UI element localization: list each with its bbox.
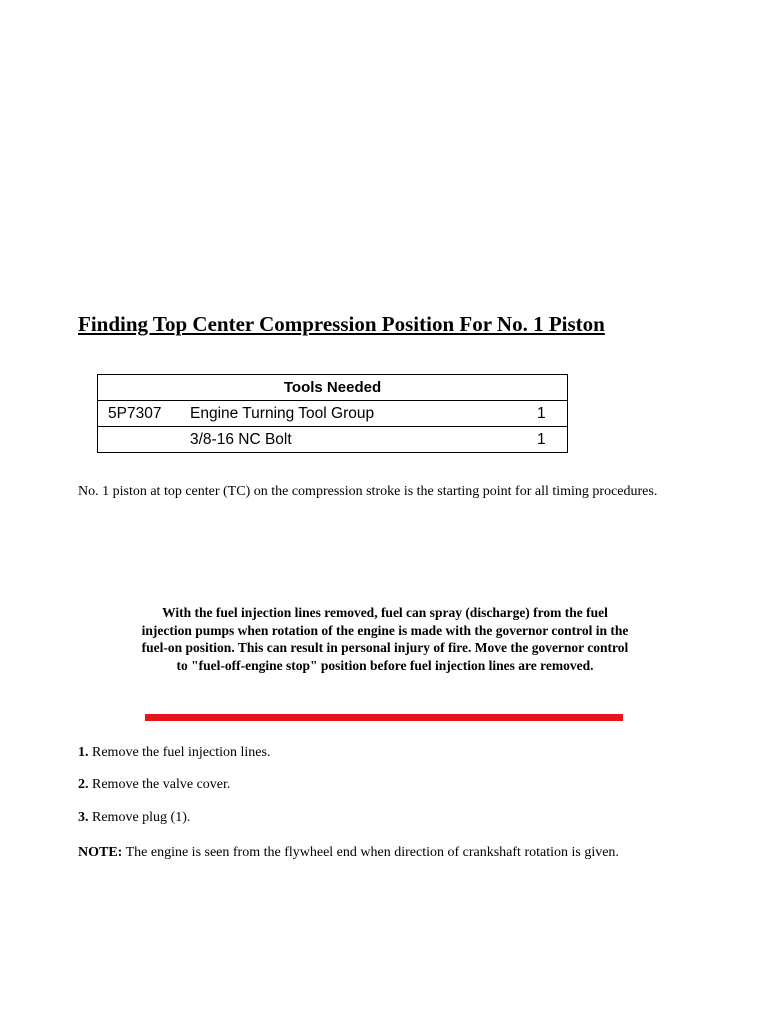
table-header-row	[98, 375, 568, 401]
warning-text: With the fuel injection lines removed, fuel can spray (discharge) from the fuel injection pumps when rotation of the engine is made with the governor control in the fuel-on position. This can result in personal injury of fire. Move the governor control to "fuel-off-engine stop" position before fuel injection lines are removed.	[141, 605, 629, 673]
step-text: Remove plug (1).	[88, 810, 191, 825]
step-item	[78, 810, 190, 826]
step-item	[78, 745, 270, 761]
warning-red-bar	[145, 714, 623, 721]
table-row	[98, 427, 568, 453]
description-cell: Engine Turning Tool Group	[190, 401, 537, 427]
page-title: Finding Top Center Compression Position For No. 1 Piston	[78, 312, 605, 336]
step-number: 1.	[78, 745, 89, 760]
part-number-cell	[98, 427, 191, 453]
step-number: 3.	[78, 810, 89, 825]
note-label: NOTE:	[78, 845, 123, 860]
note	[78, 845, 619, 861]
tools-needed-table	[97, 374, 568, 453]
part-number-cell: 5P7307	[98, 401, 191, 427]
table-header: Tools Needed	[98, 375, 568, 401]
description-cell: 3/8-16 NC Bolt	[190, 427, 537, 453]
table-row	[98, 401, 568, 427]
step-text: Remove the valve cover.	[88, 777, 231, 792]
note-text: The engine is seen from the flywheel end when direction of crankshaft rotation is given.	[122, 845, 619, 860]
quantity-cell: 1	[537, 427, 568, 453]
step-text: Remove the fuel injection lines.	[88, 745, 271, 760]
step-item	[78, 777, 230, 793]
quantity-cell: 1	[537, 401, 568, 427]
intro-paragraph: No. 1 piston at top center (TC) on the compression stroke is the starting point for all timing procedures.	[78, 484, 658, 499]
step-number: 2.	[78, 777, 89, 792]
